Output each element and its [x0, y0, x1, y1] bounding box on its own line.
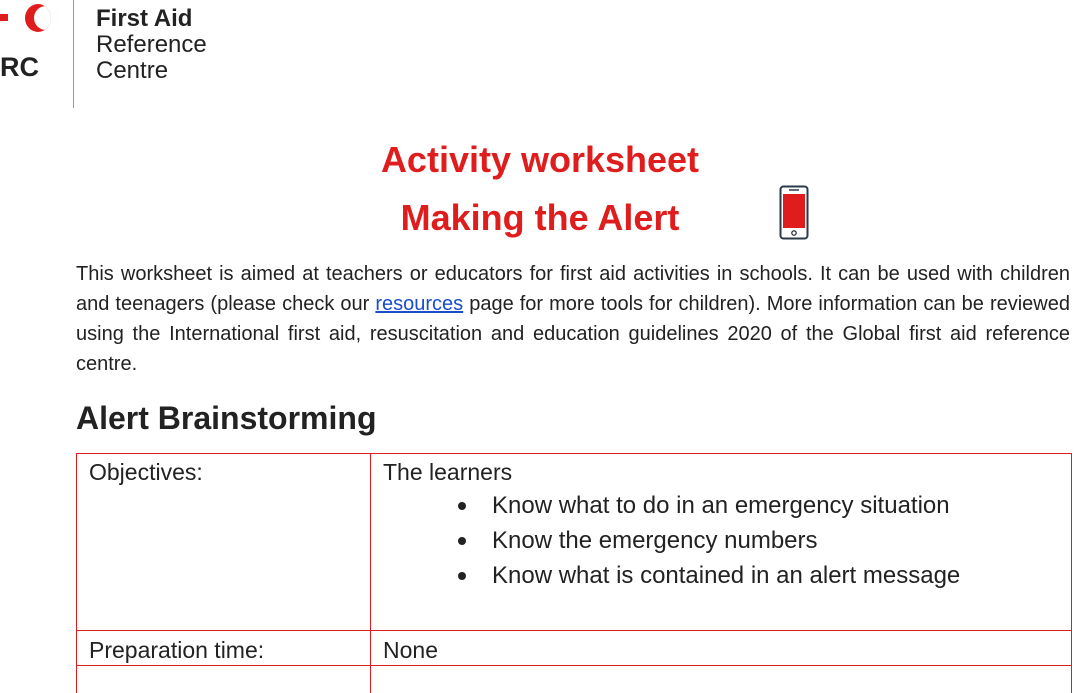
red-cross-icon: [0, 14, 8, 21]
table-border-top: [76, 453, 1072, 454]
list-item: Know the emergency numbers: [458, 523, 960, 558]
preparation-time-label: Preparation time:: [89, 637, 265, 663]
red-crescent-icon: [25, 4, 51, 32]
page-subtitle: Making the Alert: [400, 197, 680, 238]
logo-line-2: Reference: [96, 31, 207, 58]
objectives-value: The learners: [383, 459, 513, 485]
mobile-phone-icon: [779, 185, 809, 240]
logo-divider: [73, 0, 74, 108]
resources-link[interactable]: resources: [375, 293, 464, 315]
activity-table: [76, 453, 1072, 693]
objectives-list: [458, 488, 960, 593]
list-item: Know what to do in an emergency situation: [458, 488, 960, 523]
table-border-right: [1071, 453, 1072, 693]
logo-line-3: Centre: [96, 57, 169, 84]
intro-text-end: page for more tools for children). More information can be reviewed using the International first aid, resuscitation and education guidelines 2020 of the Global first aid reference centre.: [76, 293, 1070, 375]
table-row-divider: [76, 630, 1072, 631]
logo-line-1: First Aid: [96, 5, 193, 32]
page-title: Activity worksheet: [380, 139, 700, 180]
intro-paragraph: [76, 259, 1070, 379]
section-heading: Alert Brainstorming: [76, 400, 377, 436]
logo-text: [96, 6, 207, 84]
preparation-time-value: None: [383, 637, 438, 663]
logo-abbreviation: RC: [0, 52, 39, 82]
intro-text-start: This worksheet is aimed at teachers or educators for first aid activities in schools. It can be used with children and teenagers (please check our: [76, 263, 1070, 315]
objectives-label: Objectives:: [89, 459, 203, 485]
red-cross-crescent-logo-icon: [0, 0, 70, 95]
table-column-divider: [370, 453, 371, 693]
table-border-left: [76, 453, 77, 693]
list-item: Know what is contained in an alert message: [458, 558, 960, 593]
